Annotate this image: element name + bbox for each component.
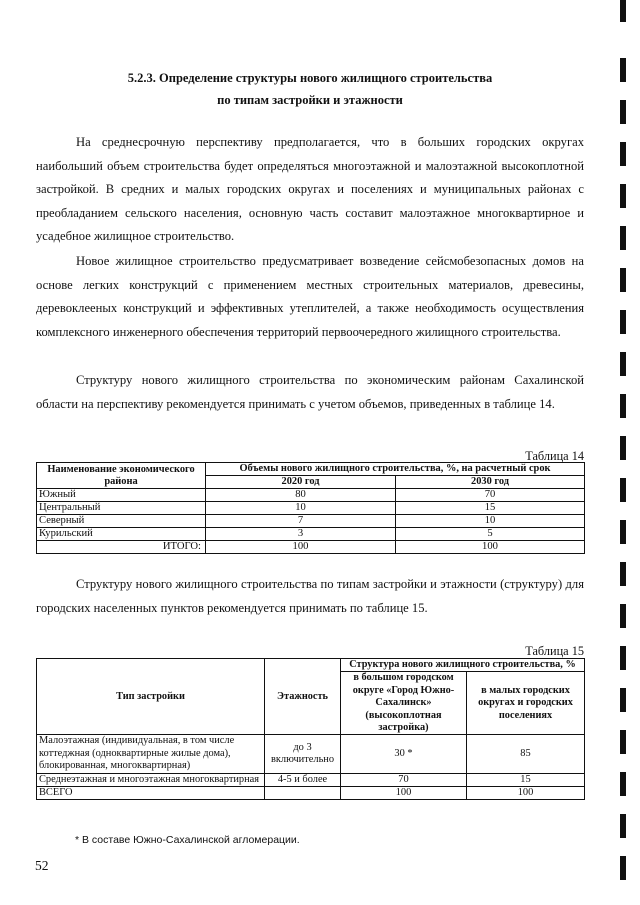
big-district-cell: 30 * — [341, 735, 467, 773]
region-cell: Курильский — [37, 528, 206, 541]
table-row — [37, 735, 585, 773]
table-total-row — [37, 541, 585, 554]
scan-edge-mark — [620, 772, 626, 796]
scan-edge-mark — [620, 184, 626, 208]
table-15 — [36, 658, 585, 800]
value-2020-cell: 10 — [206, 502, 396, 515]
table-total-row — [37, 787, 585, 800]
scan-edge-mark — [620, 604, 626, 628]
scan-edge-mark — [620, 142, 626, 166]
table15-header-structure: Структура нового жилищного строительства, % — [341, 659, 585, 672]
scan-edge-mark — [620, 730, 626, 754]
type-cell: Среднеэтажная и многоэтажная многоквартирная — [37, 773, 265, 786]
total-label-cell: ИТОГО: — [37, 541, 206, 554]
table-row — [37, 489, 585, 502]
total-2030-cell: 100 — [396, 541, 585, 554]
scan-edge-mark — [620, 562, 626, 586]
section-title-line1: 5.2.3. Определение структуры нового жилищного строительства — [127, 71, 493, 85]
scan-edge-mark — [620, 58, 626, 82]
floors-cell: до 3 включительно — [265, 735, 341, 773]
value-2020-cell: 3 — [206, 528, 396, 541]
small-districts-cell: 85 — [467, 735, 585, 773]
paragraph-2: Новое жилищное строительство предусматривает возведение сейсмобезопасных домов на основе легких конструкций с применением местных строительных материалов, древесины, деревоклееных конструкций и эффективных утеплителей, а также необходимость осуществления комплексного инженерного обеспечения территорий первоочередного жилищного строительства. — [36, 254, 584, 339]
table-14 — [36, 462, 585, 554]
table14-header-2030: 2030 год — [396, 476, 585, 489]
type-cell: Малоэтажная (индивидуальная, в том числе коттеджная (одноквартирные жилые дома), блокированная, многоквартирная) — [37, 735, 265, 773]
value-2030-cell: 15 — [396, 502, 585, 515]
small-districts-cell: 15 — [467, 773, 585, 786]
table14-caption: Таблица 14 — [525, 449, 584, 463]
footnote: * В составе Южно-Сахалинской агломерации. — [75, 834, 300, 846]
value-2020-cell: 80 — [206, 489, 396, 502]
type-cell: ВСЕГО — [37, 787, 265, 800]
value-2030-cell: 70 — [396, 489, 585, 502]
scan-edge-mark — [620, 352, 626, 376]
scan-edge-mark — [620, 436, 626, 460]
table14-header-volumes: Объемы нового жилищного строительства, %, на расчетный срок — [206, 463, 585, 476]
scan-edge-mark — [620, 394, 626, 418]
scan-edge-mark — [620, 688, 626, 712]
region-cell: Северный — [37, 515, 206, 528]
scan-edge-mark — [620, 646, 626, 670]
section-heading — [60, 67, 560, 111]
table15-header-small-districts: в малых городских округах и городских поселениях — [467, 672, 585, 735]
scan-edge-mark — [620, 310, 626, 334]
table-row — [37, 528, 585, 541]
table15-header-type: Тип застройки — [37, 659, 265, 735]
table15-header-floors: Этажность — [265, 659, 341, 735]
table14-header-region: Наименование экономического района — [37, 463, 206, 489]
table-row — [37, 515, 585, 528]
scan-edge-mark — [620, 226, 626, 250]
section-title-line2: по типам застройки и этажности — [217, 93, 403, 107]
total-2020-cell: 100 — [206, 541, 396, 554]
region-cell: Центральный — [37, 502, 206, 515]
floors-cell: 4-5 и более — [265, 773, 341, 786]
scan-edge-mark — [620, 856, 626, 880]
table15-header-big-district: в большом городском округе «Город Южно-Сахалинск» (высокоплотная застройка) — [341, 672, 467, 735]
paragraph-3: Структуру нового жилищного строительства по экономическим районам Сахалинской области на перспективу рекомендуется принимать с учетом объемов, приведенных в таблице 14. — [36, 373, 584, 411]
value-2020-cell: 7 — [206, 515, 396, 528]
scan-edge-mark — [620, 100, 626, 124]
value-2030-cell: 10 — [396, 515, 585, 528]
small-districts-cell: 100 — [467, 787, 585, 800]
table15-caption: Таблица 15 — [525, 644, 584, 658]
paragraph-1: На среднесрочную перспективу предполагается, что в больших городских округах наибольший объем строительства будет определяться многоэтажной и малоэтажной высокоплотной застройкой. В средних и малых городских округах и поселениях и муниципальных районах с преобладанием сельского населения, основную часть составит малоэтажное многоквартирное и усадебное жилищное строительство. — [36, 135, 584, 243]
paragraph-4: Структуру нового жилищного строительства по типам застройки и этажности (структуру) для городских населенных пунктов рекомендуется принимать по таблице 15. — [36, 577, 584, 615]
floors-cell — [265, 787, 341, 800]
scan-edge-mark — [620, 268, 626, 292]
value-2030-cell: 5 — [396, 528, 585, 541]
big-district-cell: 70 — [341, 773, 467, 786]
table-row — [37, 773, 585, 786]
table-row — [37, 502, 585, 515]
page-number: 52 — [35, 858, 49, 873]
scan-edge-mark — [620, 814, 626, 838]
table14-header-2020: 2020 год — [206, 476, 396, 489]
scan-edge-mark — [620, 520, 626, 544]
scan-edge-mark — [620, 478, 626, 502]
region-cell: Южный — [37, 489, 206, 502]
scan-edge-mark — [620, 0, 626, 22]
big-district-cell: 100 — [341, 787, 467, 800]
